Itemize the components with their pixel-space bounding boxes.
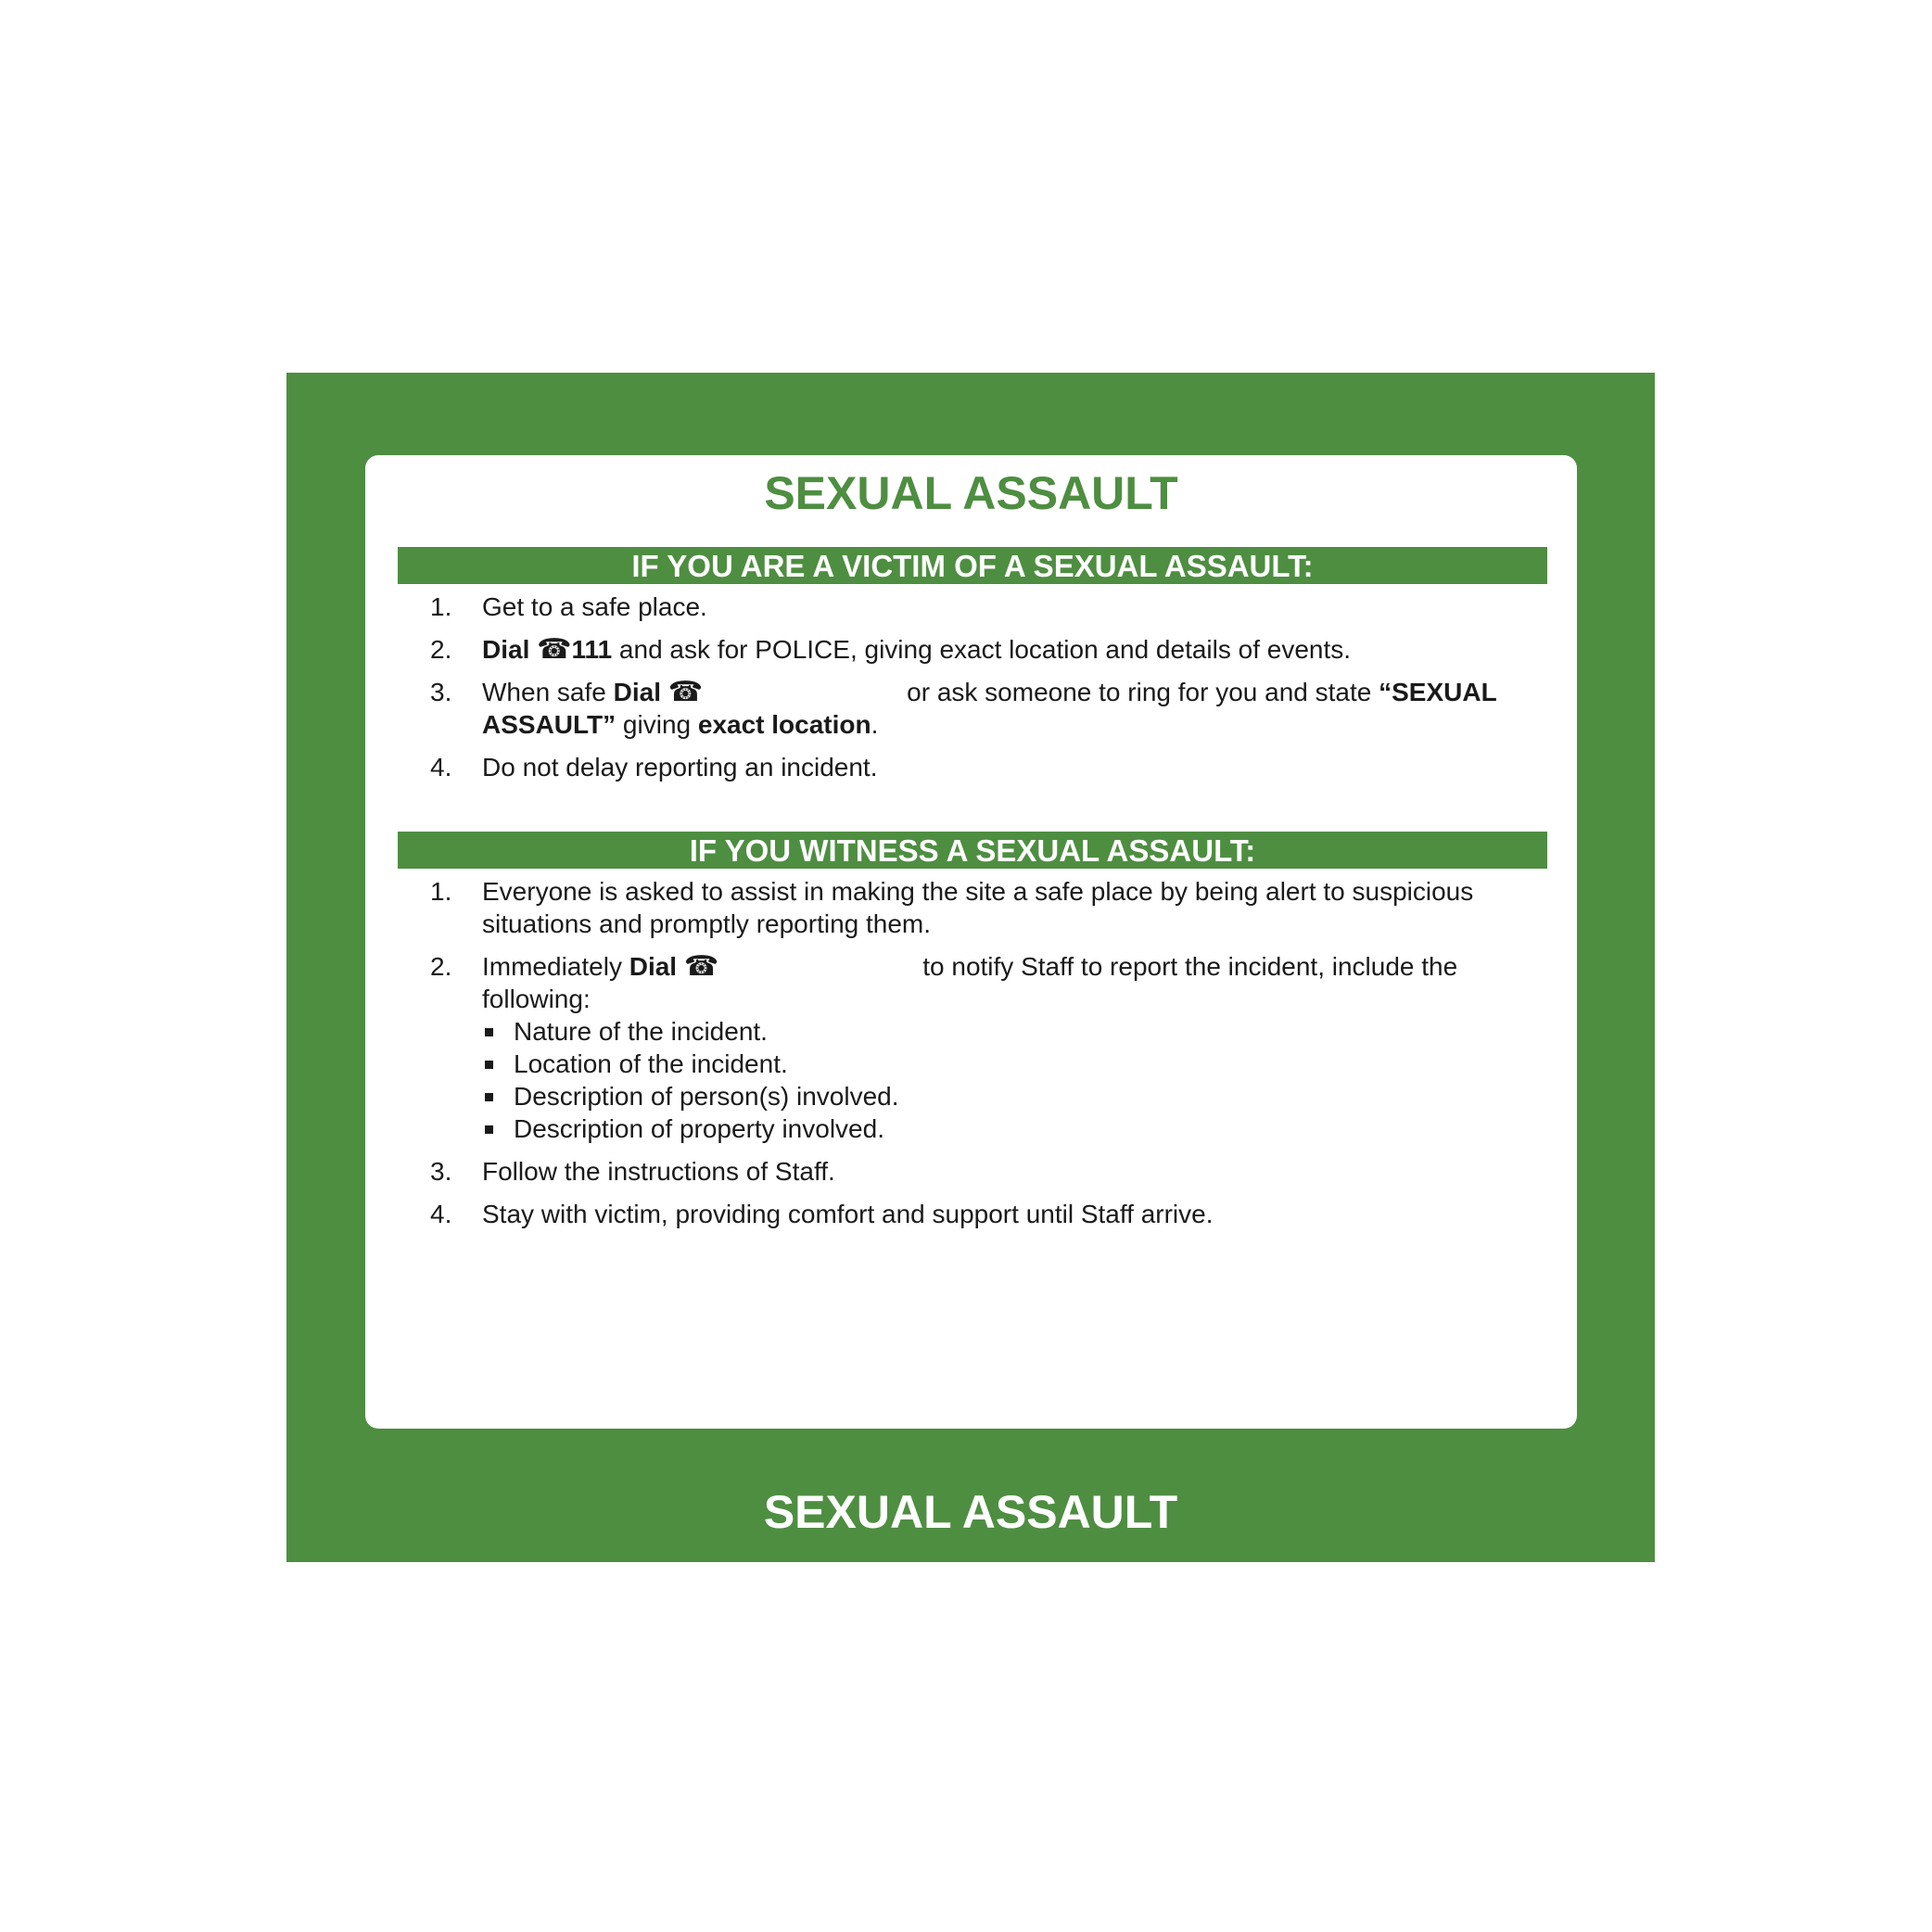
bullet-item: Nature of the incident. (482, 1015, 1545, 1048)
item-number: 4. (430, 753, 452, 782)
item-number: 2. (430, 635, 452, 664)
item-text: giving (616, 710, 698, 739)
emphasis-quote: “SEXUAL ASSAULT” (482, 678, 1497, 739)
witness-steps-list (365, 875, 1577, 1230)
item-text: Everyone is asked to assist in making the site a safe place by being alert to suspicious situations and promptly reporting them. (482, 877, 1474, 938)
item-number: 1. (430, 877, 452, 906)
emphasis-location: exact location (697, 710, 871, 739)
item-text: Stay with victim, providing comfort and support until Staff arrive. (482, 1200, 1214, 1228)
bullet-item: Location of the incident. (482, 1048, 1545, 1080)
incident-details-list (482, 1015, 1545, 1145)
bullet-item: Description of property involved. (482, 1112, 1545, 1145)
item-text: to notify Staff to report the incident, include the following: (482, 952, 1458, 1013)
item-text: or ask someone to ring for you and state (907, 678, 1379, 706)
section-heading-victim: IF YOU ARE A VICTIM OF A SEXUAL ASSAULT: (398, 547, 1547, 584)
phone-icon: ☎ (667, 677, 704, 707)
item-number: 4. (430, 1200, 452, 1228)
list-item (365, 591, 1577, 623)
footer-title: SEXUAL ASSAULT (763, 1486, 1178, 1538)
item-number: 1. (430, 592, 452, 621)
item-number: 3. (430, 678, 452, 706)
phone-icon: ☎ (537, 634, 572, 665)
list-item (365, 875, 1577, 940)
dial-label: Dial (613, 678, 661, 706)
list-item (365, 751, 1577, 783)
item-number: 2. (430, 952, 452, 981)
sign-panel (365, 455, 1577, 1429)
item-text: and ask for POLICE, giving exact location and details of events. (612, 635, 1352, 664)
phone-number: 111 (571, 635, 613, 664)
list-item (365, 633, 1577, 666)
list-item (365, 1198, 1577, 1230)
item-text: When safe (482, 678, 614, 706)
item-number: 3. (430, 1157, 452, 1186)
phone-icon: ☎ (683, 951, 719, 982)
section-heading-witness: IF YOU WITNESS A SEXUAL ASSAULT: (398, 832, 1547, 869)
page-title: SEXUAL ASSAULT (764, 467, 1178, 519)
dial-label: Dial (482, 635, 530, 664)
list-item (365, 950, 1577, 1145)
sign-card (286, 373, 1655, 1562)
item-text: Immediately (482, 952, 629, 981)
dial-label: Dial (629, 952, 678, 981)
victim-steps-list (365, 591, 1577, 783)
item-text: . (871, 710, 879, 739)
list-item (365, 1155, 1577, 1188)
item-text: Follow the instructions of Staff. (482, 1157, 835, 1186)
bullet-item: Description of person(s) involved. (482, 1080, 1545, 1112)
item-text: Get to a safe place. (482, 592, 707, 621)
item-text: Do not delay reporting an incident. (482, 753, 878, 782)
list-item (365, 676, 1577, 741)
